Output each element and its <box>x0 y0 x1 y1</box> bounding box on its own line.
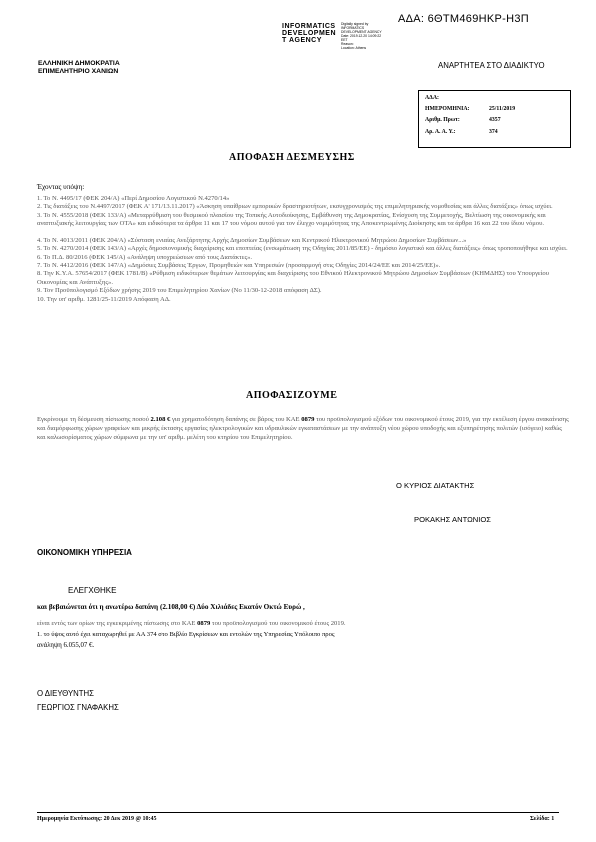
finance-line4-pre: ανάληψη <box>37 642 64 649</box>
digital-signature-note <box>341 22 391 50</box>
footer-print-date: Ημερομηνία Εκτύπωσης: 20 Δεκ 2019 @ 10:45 <box>37 816 157 822</box>
decision-title: ΑΠΟΦΑΣΗ ΔΕΣΜΕΥΣΗΣ <box>229 152 355 163</box>
posted-online-label: ΑΝΑΡΤΗΤΕΑ ΣΤΟ ΔΙΑΔΙΚΤΥΟ <box>438 61 545 70</box>
consideration-item: 4. Το Ν. 4013/2011 (ΦΕΚ 204/Α) «Σύσταση ενιαίας Ανεξάρτητης Αρχής Δημοσίων Συμβάσεων και Κεντρικού Ηλεκτρονικού Μητρώου Δημοσίων Συμβάσεων...» <box>37 236 467 244</box>
consideration-item: 5. Το Ν. 4270/2014 (ΦΕΚ 143/Α) «Αρχές δημοσιονομικής διαχείρισης και εποπτείας (ενσωμάτωση της Οδηγίας 2011/85/ΕΕ) - δημόσιο λογιστικό και άλλες διατάξεις» όπως τροποποιήθηκε και ισχύει. <box>37 245 568 253</box>
signature-line: Date: 2019.12.20 14:09:22 <box>341 34 382 38</box>
info-value: 374 <box>489 129 498 135</box>
info-label: ΑΔΑ: <box>425 95 439 101</box>
consideration-item: 9. Τον Προϋπολογισμό Εξόδων χρήσης 2019 του Επιμελητηρίου Χανίων (Νο 11/30-12-2018 απόφαση ΔΣ). <box>37 287 322 295</box>
info-box <box>418 90 571 148</box>
logo-line-1: INFORMATICS <box>282 23 336 30</box>
signature-line: DEVELOPMENT AGENCY <box>341 30 382 34</box>
director-name: ΓΕΩΡΓΙΟΣ ΓΝΑΦΑΚΗΣ <box>37 703 119 712</box>
finance-line-2 <box>37 619 346 628</box>
checked-label: ΕΛΕΓΧΘΗΚΕ <box>68 586 117 595</box>
finance-line2-pre: είναι εντός των ορίων της εγκεκριμένης πίστωσης στο ΚΑΕ <box>37 620 198 627</box>
consideration-item: 10. Την υπ' αριθμ. 1281/25-11/2019 Απόφαση ΑΔ. <box>37 295 171 303</box>
signature-line: Location: Athens <box>341 46 367 50</box>
org-line-1: ΕΛΛΗΝΙΚΗ ΔΗΜΟΚΡΑΤΙΑ <box>38 60 120 67</box>
decide-paragraph <box>37 416 570 442</box>
certify-line: και βεβαιώνεται ότι η ανωτέρω δαπάνη (2.108,00 €) Δύο Χιλιάδες Εκατόν Οκτώ Ευρώ , <box>37 603 305 611</box>
ada-code: ΑΔΑ: 6ΘΤΜ469ΗΚΡ-Η3Π <box>398 13 530 25</box>
org-header <box>38 60 120 76</box>
org-line-2: ΕΠΙΜΕΛΗΤΗΡΙΟ ΧΑΝΙΩΝ <box>38 68 119 75</box>
consideration-item: 2. Τις διατάξεις του Ν.4497/2017 (ΦΕΚ Α' 171/13.11.2017) «Άσκηση υπαίθριων εμπορικών δραστηριοτήτων, εκσυγχρονισμός της επιμελητηριακής νομοθεσίας και άλλες διατάξεις» όπως ισχύει. <box>37 203 553 211</box>
finance-line2-post: του προϋπολογισμού του οικονομικού έτους 2019. <box>210 620 346 627</box>
finance-title: ΟΙΚΟΝΟΜΙΚΗ ΥΠΗΡΕΣΙΑ <box>37 548 132 557</box>
finance-kae: 0879 <box>197 620 211 627</box>
decide-amount: 2.108 € <box>150 416 171 423</box>
logo-text <box>282 23 336 44</box>
info-row-ada <box>425 95 439 101</box>
decide-text-pre: Εγκρίνουμε τη δέσμευση πίστωσης ποσού <box>37 416 151 423</box>
signature-line: INFORMATICS <box>341 26 365 30</box>
footer-rule <box>37 812 559 813</box>
logo-line-2: DEVELOPMEN <box>282 30 337 37</box>
info-row-date <box>425 106 516 112</box>
info-row-aay <box>425 129 498 135</box>
decide-title: ΑΠΟΦΑΣΙΖΟΥΜΕ <box>246 390 338 401</box>
info-row-protocol <box>425 117 501 123</box>
director-role: Ο ΔΙΕΥΘΥΝΤΗΣ <box>37 689 94 698</box>
signer-role: Ο ΚΥΡΙΟΣ ΔΙΑΤΑΚΤΗΣ <box>396 481 475 490</box>
footer-page-number: Σελίδα: 1 <box>530 816 555 822</box>
info-label: ΗΜΕΡΟΜΗΝΙΑ: <box>425 106 470 112</box>
having-in-mind: Έχοντας υπόψη: <box>37 183 85 191</box>
considerations-list <box>37 195 570 304</box>
balance-amount: 6.055,07 €. <box>63 642 95 649</box>
info-value: 4357 <box>489 117 501 123</box>
decide-text-mid: για χρηματοδότηση δαπάνης σε βάρος του ΚΑΕ <box>170 416 302 423</box>
decide-kae: 0879 <box>301 416 315 423</box>
signature-line: Digitally signed by <box>341 22 369 26</box>
consideration-item: 6. Το Π.Δ. 80/2016 (ΦΕΚ 145/Α) «Ανάληψη υποχρεώσεων από τους Διατάκτες». <box>37 253 253 261</box>
logo-line-3: T AGENCY <box>282 37 322 44</box>
signature-line: Reason: <box>341 42 354 46</box>
info-value: 25/11/2019 <box>489 106 516 112</box>
info-label: Αριθμ. Πρωτ: <box>425 117 460 123</box>
info-label: Αρ. Α. Α. Υ.: <box>425 129 456 135</box>
consideration-item: 8. Την Κ.Υ.Α. 57654/2017 (ΦΕΚ 1781/Β) «Ρύθμιση ειδικότερων θεμάτων λειτουργίας και διαχείρισης του Εθνικού Ηλεκτρονικού Μητρώου Δημοσίων Συμβάσεων (ΚΗΜΔΗΣ) του Υπουργείου Οικονομίας και Ανάπτυξης». <box>37 270 549 286</box>
decide-text-post: του προϋπολογισμού εξόδων του οικονομικού έτους 2019, για την εκτέλεση έργου ανακαίνισης και διαμόρφωσης χώρων γραφείων και μικρής έκτασης εργασίες ηλεκτρολογικών και υδραυλικών εγκαταστάσεων με την ανάπτυξη νέου χώρου υποδοχής και εξυπηρέτησης πολιτών (ισόγειο) καθώς και καλωσορίσματος χώρων σύμφωνα με την υπ' αριθμ. μελέτη του κτηρίου του Επιμελητηρίου. <box>37 416 569 441</box>
consideration-item: 7. Το Ν. 4412/2016 (ΦΕΚ 147/Α) «Δημόσιες Συμβάσεις Έργων, Προμηθειών και Υπηρεσιών (προσαρμογή στις Οδηγίες 2014/24/ΕΕ και 2014/25/ΕΕ)». <box>37 262 441 270</box>
consideration-item: 3. Το Ν. 4555/2018 (ΦΕΚ 133/Α) «Μεταρρύθμιση του θεσμικού πλαισίου της Τοπικής Αυτοδιοίκησης, Εμβάθυνση της Δημοκρατίας, Ενίσχυση της Συμμετοχής, Βελτίωση της οικονομικής και αναπτυξιακής λειτουργίας των ΟΤΑ» και ειδικότερα τα άρθρα 11 και 17 του νόμου αυτού για τον έλεγχο νομιμότητας της Αποκεντρωμένης Διοίκησης και τα άρθρα 16 και 22 του ίδιου νόμου. <box>37 211 546 228</box>
finance-line-4 <box>37 641 94 650</box>
signer-name: ΡΟΚΑΚΗΣ ΑΝΤΩΝΙΟΣ <box>414 515 491 524</box>
signature-line: EET <box>341 38 348 42</box>
finance-line-3: 1. το ύψος αυτό έχει καταχωρηθεί με ΑΑ 374 στο Βιβλίο Εγκρίσεων και εντολών της Υπηρεσίας Υπόλοιπο προς <box>37 631 335 638</box>
consideration-item: 1. Το Ν. 4495/17 (ΦΕΚ 204/Α) «Περί Δημοσίου Λογιστικού Ν.4270/14» <box>37 195 230 202</box>
